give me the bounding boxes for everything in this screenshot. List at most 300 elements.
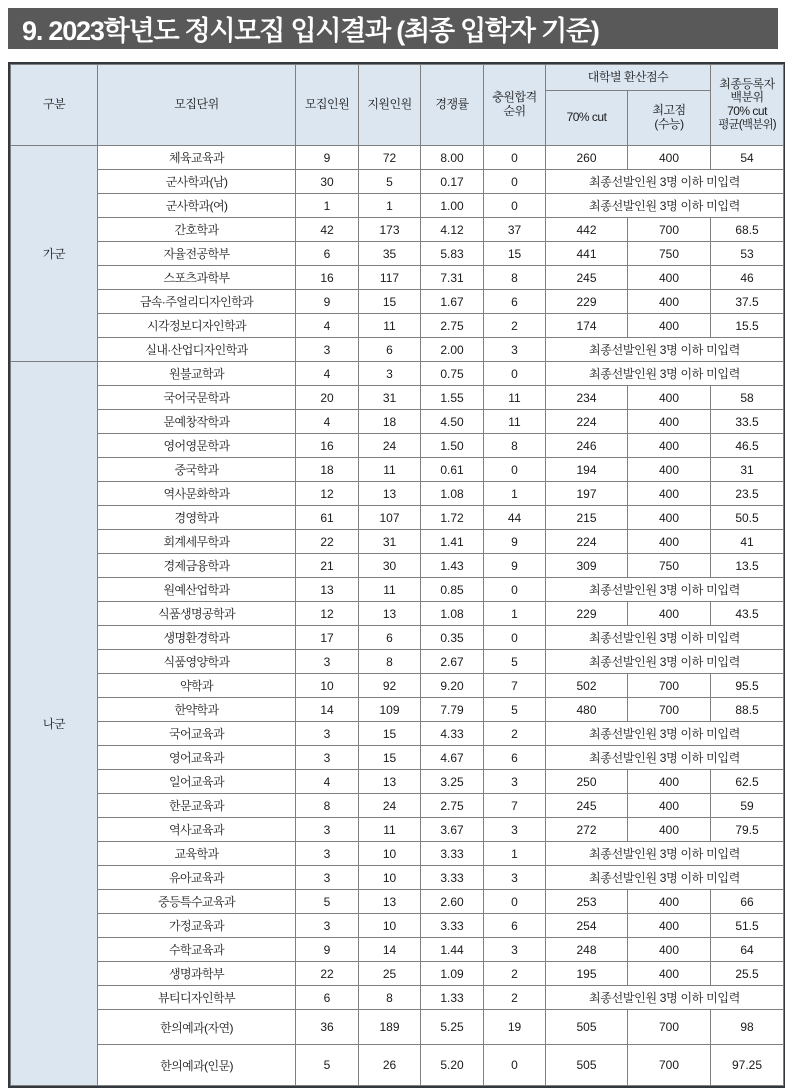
cell-cut70: 197 xyxy=(546,482,628,506)
cell-quota: 4 xyxy=(296,362,359,386)
cell-applicants: 24 xyxy=(359,794,421,818)
cell-final-percentile: 46 xyxy=(711,266,784,290)
cell-quota: 3 xyxy=(296,914,359,938)
header-waitlist-rank-line2: 순위 xyxy=(503,104,526,118)
cell-applicants: 8 xyxy=(359,650,421,674)
header-final-pct-line2: 백분위 xyxy=(730,90,764,105)
table-row xyxy=(11,290,784,314)
table-row xyxy=(11,242,784,266)
header-unit: 모집단위 xyxy=(98,65,296,146)
cell-ratio: 1.00 xyxy=(421,194,484,218)
cell-waitlist-rank: 0 xyxy=(484,194,546,218)
cell-quota: 30 xyxy=(296,170,359,194)
header-cut70: 70% cut xyxy=(546,91,628,146)
cell-ratio: 1.09 xyxy=(421,962,484,986)
cell-quota: 1 xyxy=(296,194,359,218)
cell-final-percentile: 64 xyxy=(711,938,784,962)
cell-applicants: 35 xyxy=(359,242,421,266)
page-title: 9. 2023학년도 정시모집 입시결과 (최종 입학자 기준) xyxy=(22,16,599,46)
cell-unit: 간호학과 xyxy=(98,218,296,242)
cell-ratio: 1.44 xyxy=(421,938,484,962)
cell-applicants: 30 xyxy=(359,554,421,578)
cell-ratio: 3.25 xyxy=(421,770,484,794)
cell-applicants: 26 xyxy=(359,1045,421,1086)
cell-waitlist-rank: 0 xyxy=(484,170,546,194)
cell-quota: 9 xyxy=(296,146,359,170)
cell-unit: 스포츠과학부 xyxy=(98,266,296,290)
cell-unit: 경영학과 xyxy=(98,506,296,530)
cell-max-score: 400 xyxy=(628,410,711,434)
cell-unit: 수학교육과 xyxy=(98,938,296,962)
table-row xyxy=(11,602,784,626)
header-quota: 모집인원 xyxy=(296,65,359,146)
cell-waitlist-rank: 1 xyxy=(484,482,546,506)
cell-note: 최종선발인원 3명 이하 미입력 xyxy=(546,650,784,674)
cell-cut70: 224 xyxy=(546,530,628,554)
cell-unit: 영어교육과 xyxy=(98,746,296,770)
cell-final-percentile: 15.5 xyxy=(711,314,784,338)
cell-waitlist-rank: 3 xyxy=(484,938,546,962)
cell-final-percentile: 46.5 xyxy=(711,434,784,458)
header-max-score xyxy=(628,91,711,146)
cell-cut70: 505 xyxy=(546,1010,628,1045)
cell-note: 최종선발인원 3명 이하 미입력 xyxy=(546,866,784,890)
cell-max-score: 400 xyxy=(628,602,711,626)
cell-unit: 역사문화학과 xyxy=(98,482,296,506)
cell-applicants: 117 xyxy=(359,266,421,290)
cell-max-score: 400 xyxy=(628,290,711,314)
cell-final-percentile: 50.5 xyxy=(711,506,784,530)
cell-note: 최종선발인원 3명 이하 미입력 xyxy=(546,170,784,194)
cell-cut70: 248 xyxy=(546,938,628,962)
header-applicants: 지원인원 xyxy=(359,65,421,146)
header-ratio: 경쟁률 xyxy=(421,65,484,146)
cell-cut70: 253 xyxy=(546,890,628,914)
header-waitlist-rank xyxy=(484,65,546,146)
cell-ratio: 1.55 xyxy=(421,386,484,410)
cell-max-score: 400 xyxy=(628,938,711,962)
cell-quota: 18 xyxy=(296,458,359,482)
cell-final-percentile: 53 xyxy=(711,242,784,266)
cell-cut70: 442 xyxy=(546,218,628,242)
cell-final-percentile: 41 xyxy=(711,530,784,554)
cell-unit: 문예창작학과 xyxy=(98,410,296,434)
cell-note: 최종선발인원 3명 이하 미입력 xyxy=(546,338,784,362)
cell-waitlist-rank: 2 xyxy=(484,314,546,338)
cell-quota: 12 xyxy=(296,602,359,626)
cell-ratio: 1.41 xyxy=(421,530,484,554)
cell-unit: 국어교육과 xyxy=(98,722,296,746)
cell-quota: 8 xyxy=(296,794,359,818)
cell-applicants: 109 xyxy=(359,698,421,722)
cell-max-score: 400 xyxy=(628,146,711,170)
cell-quota: 3 xyxy=(296,866,359,890)
cell-cut70: 441 xyxy=(546,242,628,266)
table-row xyxy=(11,1045,784,1086)
cell-applicants: 6 xyxy=(359,626,421,650)
cell-cut70: 505 xyxy=(546,1045,628,1086)
cell-unit: 군사학과(남) xyxy=(98,170,296,194)
cell-applicants: 13 xyxy=(359,890,421,914)
cell-waitlist-rank: 37 xyxy=(484,218,546,242)
cell-max-score: 700 xyxy=(628,218,711,242)
cell-waitlist-rank: 6 xyxy=(484,290,546,314)
cell-ratio: 3.33 xyxy=(421,866,484,890)
cell-applicants: 15 xyxy=(359,746,421,770)
cell-waitlist-rank: 0 xyxy=(484,458,546,482)
cell-waitlist-rank: 5 xyxy=(484,650,546,674)
cell-final-percentile: 54 xyxy=(711,146,784,170)
cell-max-score: 700 xyxy=(628,1010,711,1045)
cell-final-percentile: 51.5 xyxy=(711,914,784,938)
table-row xyxy=(11,890,784,914)
cell-note: 최종선발인원 3명 이하 미입력 xyxy=(546,362,784,386)
table-row xyxy=(11,842,784,866)
table-body xyxy=(11,146,784,1086)
cell-unit: 영어영문학과 xyxy=(98,434,296,458)
cell-applicants: 11 xyxy=(359,818,421,842)
cell-final-percentile: 79.5 xyxy=(711,818,784,842)
cell-ratio: 1.72 xyxy=(421,506,484,530)
cell-quota: 9 xyxy=(296,938,359,962)
cell-ratio: 0.61 xyxy=(421,458,484,482)
cell-applicants: 6 xyxy=(359,338,421,362)
cell-applicants: 10 xyxy=(359,914,421,938)
table-row xyxy=(11,818,784,842)
cell-applicants: 24 xyxy=(359,434,421,458)
cell-note: 최종선발인원 3명 이하 미입력 xyxy=(546,194,784,218)
cell-unit: 국어국문학과 xyxy=(98,386,296,410)
cell-waitlist-rank: 19 xyxy=(484,1010,546,1045)
cell-cut70: 224 xyxy=(546,410,628,434)
cell-waitlist-rank: 6 xyxy=(484,914,546,938)
cell-final-percentile: 95.5 xyxy=(711,674,784,698)
cell-unit: 체육교육과 xyxy=(98,146,296,170)
cell-note: 최종선발인원 3명 이하 미입력 xyxy=(546,986,784,1010)
cell-ratio: 2.60 xyxy=(421,890,484,914)
cell-quota: 3 xyxy=(296,338,359,362)
cell-max-score: 400 xyxy=(628,770,711,794)
cell-ratio: 5.25 xyxy=(421,1010,484,1045)
table-row xyxy=(11,914,784,938)
cell-unit: 한의예과(인문) xyxy=(98,1045,296,1086)
cell-quota: 22 xyxy=(296,530,359,554)
cell-max-score: 700 xyxy=(628,698,711,722)
cell-unit: 한약학과 xyxy=(98,698,296,722)
cell-quota: 22 xyxy=(296,962,359,986)
cell-waitlist-rank: 11 xyxy=(484,410,546,434)
cell-quota: 21 xyxy=(296,554,359,578)
cell-ratio: 4.33 xyxy=(421,722,484,746)
cell-unit: 일어교육과 xyxy=(98,770,296,794)
header-final-pct-line4: 평균(백분위) xyxy=(718,119,776,132)
cell-quota: 10 xyxy=(296,674,359,698)
cell-cut70: 234 xyxy=(546,386,628,410)
cell-unit: 식품생명공학과 xyxy=(98,602,296,626)
cell-waitlist-rank: 1 xyxy=(484,602,546,626)
cell-ratio: 2.75 xyxy=(421,314,484,338)
cell-cut70: 229 xyxy=(546,290,628,314)
cell-quota: 13 xyxy=(296,578,359,602)
cell-applicants: 72 xyxy=(359,146,421,170)
cell-unit: 중국학과 xyxy=(98,458,296,482)
cell-waitlist-rank: 3 xyxy=(484,866,546,890)
cell-max-score: 400 xyxy=(628,482,711,506)
cell-quota: 3 xyxy=(296,722,359,746)
cell-final-percentile: 66 xyxy=(711,890,784,914)
table-row xyxy=(11,746,784,770)
cell-final-percentile: 88.5 xyxy=(711,698,784,722)
cell-cut70: 502 xyxy=(546,674,628,698)
header-max-line1: 최고점 xyxy=(652,103,686,118)
cell-final-percentile: 59 xyxy=(711,794,784,818)
cell-waitlist-rank: 44 xyxy=(484,506,546,530)
cell-unit: 한의예과(자연) xyxy=(98,1010,296,1045)
table-row xyxy=(11,866,784,890)
cell-unit: 역사교육과 xyxy=(98,818,296,842)
cell-applicants: 11 xyxy=(359,578,421,602)
header-converted-score-group: 대학별 환산점수 xyxy=(546,65,711,91)
cell-waitlist-rank: 0 xyxy=(484,1045,546,1086)
cell-max-score: 400 xyxy=(628,506,711,530)
cell-waitlist-rank: 0 xyxy=(484,890,546,914)
cell-waitlist-rank: 8 xyxy=(484,266,546,290)
table-row xyxy=(11,194,784,218)
cell-quota: 4 xyxy=(296,770,359,794)
table-row xyxy=(11,986,784,1010)
cell-unit: 중등특수교육과 xyxy=(98,890,296,914)
group-cell-나군: 나군 xyxy=(11,362,98,1086)
cell-final-percentile: 37.5 xyxy=(711,290,784,314)
cell-waitlist-rank: 2 xyxy=(484,722,546,746)
table-row xyxy=(11,338,784,362)
table-row xyxy=(11,218,784,242)
cell-applicants: 14 xyxy=(359,938,421,962)
table-row xyxy=(11,482,784,506)
table-row xyxy=(11,170,784,194)
table-row xyxy=(11,146,784,170)
cell-quota: 36 xyxy=(296,1010,359,1045)
results-table-container xyxy=(8,62,785,1088)
cell-quota: 4 xyxy=(296,410,359,434)
cell-quota: 42 xyxy=(296,218,359,242)
cell-unit: 뷰티디자인학부 xyxy=(98,986,296,1010)
cell-max-score: 400 xyxy=(628,890,711,914)
cell-cut70: 272 xyxy=(546,818,628,842)
table-row xyxy=(11,698,784,722)
header-final-pct-line1: 최종등록자 xyxy=(719,76,775,91)
cell-waitlist-rank: 0 xyxy=(484,146,546,170)
cell-ratio: 1.67 xyxy=(421,290,484,314)
cell-ratio: 3.33 xyxy=(421,914,484,938)
cell-max-score: 400 xyxy=(628,914,711,938)
cell-unit: 경제금융학과 xyxy=(98,554,296,578)
cell-quota: 3 xyxy=(296,818,359,842)
cell-unit: 약학과 xyxy=(98,674,296,698)
cell-max-score: 700 xyxy=(628,1045,711,1086)
cell-ratio: 4.50 xyxy=(421,410,484,434)
cell-applicants: 13 xyxy=(359,770,421,794)
cell-ratio: 7.31 xyxy=(421,266,484,290)
cell-note: 최종선발인원 3명 이하 미입력 xyxy=(546,578,784,602)
cell-max-score: 700 xyxy=(628,674,711,698)
cell-final-percentile: 25.5 xyxy=(711,962,784,986)
cell-quota: 17 xyxy=(296,626,359,650)
cell-applicants: 25 xyxy=(359,962,421,986)
table-row xyxy=(11,674,784,698)
cell-ratio: 1.08 xyxy=(421,482,484,506)
table-row xyxy=(11,650,784,674)
cell-unit: 원예산업학과 xyxy=(98,578,296,602)
cell-waitlist-rank: 0 xyxy=(484,626,546,650)
cell-unit: 자율전공학부 xyxy=(98,242,296,266)
cell-note: 최종선발인원 3명 이하 미입력 xyxy=(546,722,784,746)
cell-quota: 5 xyxy=(296,1045,359,1086)
cell-max-score: 400 xyxy=(628,386,711,410)
cell-applicants: 173 xyxy=(359,218,421,242)
cell-quota: 6 xyxy=(296,242,359,266)
cell-max-score: 400 xyxy=(628,314,711,338)
cell-applicants: 11 xyxy=(359,458,421,482)
cell-unit: 유아교육과 xyxy=(98,866,296,890)
cell-ratio: 7.79 xyxy=(421,698,484,722)
table-row xyxy=(11,458,784,482)
table-row xyxy=(11,938,784,962)
cell-quota: 6 xyxy=(296,986,359,1010)
cell-ratio: 0.85 xyxy=(421,578,484,602)
cell-cut70: 215 xyxy=(546,506,628,530)
cell-final-percentile: 23.5 xyxy=(711,482,784,506)
cell-applicants: 107 xyxy=(359,506,421,530)
cell-final-percentile: 68.5 xyxy=(711,218,784,242)
cell-ratio: 3.67 xyxy=(421,818,484,842)
cell-applicants: 13 xyxy=(359,602,421,626)
cell-quota: 3 xyxy=(296,746,359,770)
cell-unit: 한문교육과 xyxy=(98,794,296,818)
header-final-percentile xyxy=(711,65,784,146)
cell-ratio: 1.50 xyxy=(421,434,484,458)
cell-applicants: 18 xyxy=(359,410,421,434)
cell-max-score: 750 xyxy=(628,554,711,578)
cell-applicants: 11 xyxy=(359,314,421,338)
cell-cut70: 309 xyxy=(546,554,628,578)
cell-applicants: 8 xyxy=(359,986,421,1010)
cell-unit: 원불교학과 xyxy=(98,362,296,386)
cell-unit: 가정교육과 xyxy=(98,914,296,938)
cell-ratio: 1.43 xyxy=(421,554,484,578)
table-row xyxy=(11,626,784,650)
cell-waitlist-rank: 3 xyxy=(484,818,546,842)
cell-quota: 4 xyxy=(296,314,359,338)
header-final-pct-line3: 70% cut xyxy=(727,104,767,119)
cell-ratio: 0.35 xyxy=(421,626,484,650)
table-row xyxy=(11,362,784,386)
header-gubun: 구분 xyxy=(11,65,98,146)
cell-quota: 61 xyxy=(296,506,359,530)
cell-waitlist-rank: 3 xyxy=(484,770,546,794)
table-row xyxy=(11,962,784,986)
cell-unit: 시각정보디자인학과 xyxy=(98,314,296,338)
cell-applicants: 10 xyxy=(359,842,421,866)
cell-ratio: 2.67 xyxy=(421,650,484,674)
cell-cut70: 245 xyxy=(546,266,628,290)
cell-quota: 12 xyxy=(296,482,359,506)
cell-cut70: 260 xyxy=(546,146,628,170)
table-header xyxy=(11,65,784,146)
cell-cut70: 250 xyxy=(546,770,628,794)
table-row xyxy=(11,314,784,338)
cell-unit: 회계세무학과 xyxy=(98,530,296,554)
cell-max-score: 400 xyxy=(628,794,711,818)
cell-final-percentile: 58 xyxy=(711,386,784,410)
header-max-line2: (수능) xyxy=(654,117,684,131)
cell-applicants: 1 xyxy=(359,194,421,218)
cell-cut70: 194 xyxy=(546,458,628,482)
cell-unit: 실내·산업디자인학과 xyxy=(98,338,296,362)
cell-ratio: 8.00 xyxy=(421,146,484,170)
cell-waitlist-rank: 6 xyxy=(484,746,546,770)
cell-waitlist-rank: 9 xyxy=(484,530,546,554)
cell-final-percentile: 98 xyxy=(711,1010,784,1045)
cell-ratio: 3.33 xyxy=(421,842,484,866)
cell-ratio: 1.33 xyxy=(421,986,484,1010)
cell-applicants: 31 xyxy=(359,530,421,554)
cell-cut70: 246 xyxy=(546,434,628,458)
table-row xyxy=(11,578,784,602)
cell-max-score: 400 xyxy=(628,458,711,482)
header-waitlist-rank-line1: 충원합격 xyxy=(492,90,537,105)
cell-final-percentile: 62.5 xyxy=(711,770,784,794)
cell-waitlist-rank: 0 xyxy=(484,362,546,386)
cell-waitlist-rank: 2 xyxy=(484,962,546,986)
cell-cut70: 195 xyxy=(546,962,628,986)
cell-applicants: 10 xyxy=(359,866,421,890)
cell-applicants: 5 xyxy=(359,170,421,194)
cell-waitlist-rank: 7 xyxy=(484,794,546,818)
cell-applicants: 15 xyxy=(359,290,421,314)
cell-cut70: 254 xyxy=(546,914,628,938)
cell-applicants: 3 xyxy=(359,362,421,386)
cell-ratio: 2.75 xyxy=(421,794,484,818)
cell-applicants: 31 xyxy=(359,386,421,410)
cell-cut70: 174 xyxy=(546,314,628,338)
cell-waitlist-rank: 2 xyxy=(484,986,546,1010)
cell-final-percentile: 33.5 xyxy=(711,410,784,434)
cell-final-percentile: 31 xyxy=(711,458,784,482)
cell-applicants: 189 xyxy=(359,1010,421,1045)
cell-final-percentile: 43.5 xyxy=(711,602,784,626)
cell-note: 최종선발인원 3명 이하 미입력 xyxy=(546,626,784,650)
cell-waitlist-rank: 0 xyxy=(484,578,546,602)
cell-quota: 20 xyxy=(296,386,359,410)
cell-ratio: 4.12 xyxy=(421,218,484,242)
cell-max-score: 400 xyxy=(628,818,711,842)
cell-max-score: 400 xyxy=(628,530,711,554)
cell-unit: 교육학과 xyxy=(98,842,296,866)
cell-waitlist-rank: 9 xyxy=(484,554,546,578)
cell-final-percentile: 13.5 xyxy=(711,554,784,578)
cell-applicants: 13 xyxy=(359,482,421,506)
cell-cut70: 245 xyxy=(546,794,628,818)
cell-unit: 생명과학부 xyxy=(98,962,296,986)
cell-ratio: 9.20 xyxy=(421,674,484,698)
cell-unit: 금속·주얼리디자인학과 xyxy=(98,290,296,314)
cell-unit: 생명환경학과 xyxy=(98,626,296,650)
admission-results-table xyxy=(10,64,784,1086)
table-row xyxy=(11,722,784,746)
cell-ratio: 0.17 xyxy=(421,170,484,194)
table-row xyxy=(11,434,784,458)
